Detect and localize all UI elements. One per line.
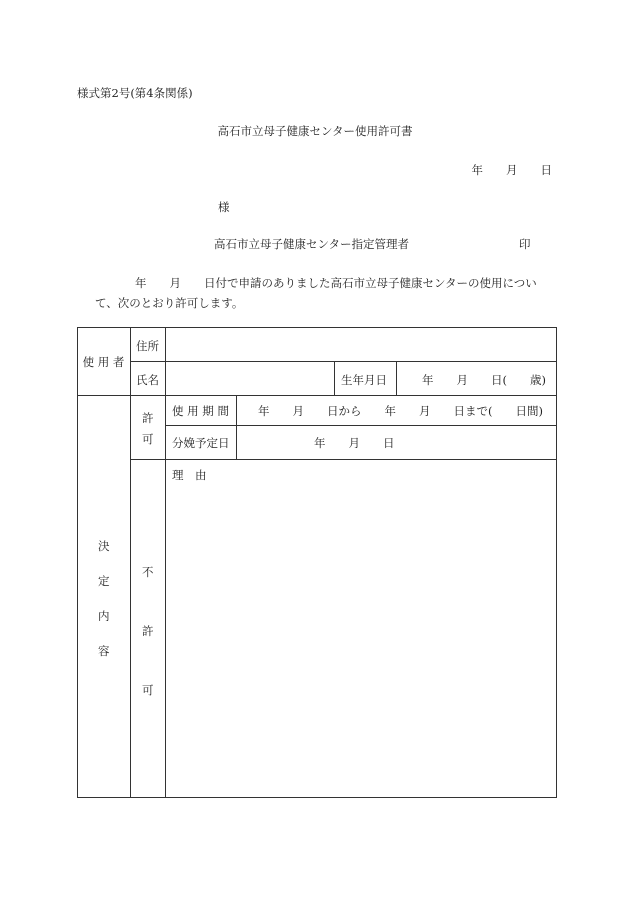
document-title: 高石市立母子健康センター使用許可書 — [217, 124, 413, 138]
seal-mark: 印 — [519, 237, 531, 251]
birthdate-value: 年 月 日( 歳) — [422, 373, 546, 387]
name-label: 氏名 — [136, 373, 159, 387]
decision-header-2: 定 — [98, 574, 110, 588]
addressee-suffix: 様 — [218, 200, 230, 214]
deny-header-2: 許 — [142, 624, 154, 638]
birthdate-label: 生年月日 — [341, 373, 387, 387]
issue-date: 年 月 日 — [471, 163, 552, 177]
user-header: 使 用 者 — [82, 355, 125, 369]
reason-label: 理 由 — [172, 468, 207, 482]
permit-header-2: 可 — [142, 432, 154, 446]
deny-header-3: 可 — [142, 683, 154, 697]
decision-header-1: 決 — [98, 539, 110, 553]
period-value: 年 月 日から 年 月 日まで( 日間) — [258, 404, 543, 418]
decision-header-3: 内 — [98, 609, 110, 623]
deny-header-1: 不 — [142, 565, 154, 579]
issuer-name: 高石市立母子健康センター指定管理者 — [214, 237, 410, 251]
due-date-label: 分娩予定日 — [172, 436, 230, 450]
form-number: 様式第2号(第4条関係) — [77, 86, 193, 100]
body-paragraph: 年 月 日付で申請のありました高石市立母子健康センターの使用について、次のとおり許可します。 — [95, 276, 537, 310]
address-label: 住所 — [136, 339, 159, 353]
due-date-value: 年 月 日 — [314, 436, 395, 450]
permit-header-1: 許 — [142, 411, 154, 425]
period-label: 使 用 期 間 — [172, 404, 229, 418]
decision-header-4: 容 — [98, 644, 110, 658]
